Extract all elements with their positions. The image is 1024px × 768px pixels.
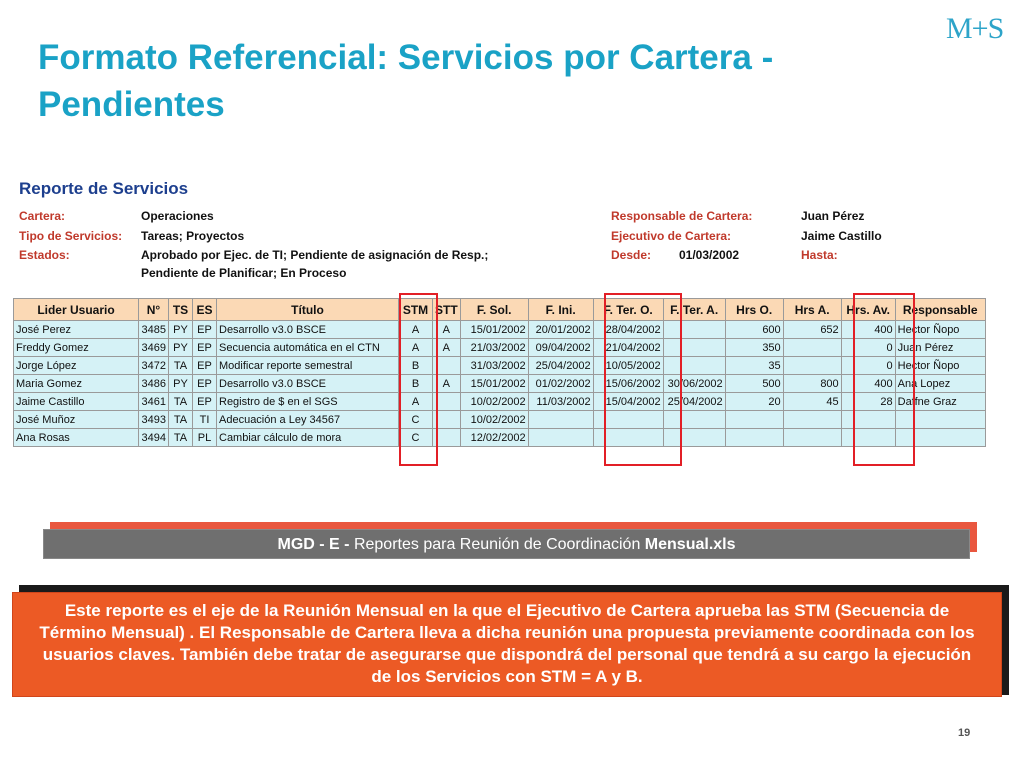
table-row <box>14 357 986 375</box>
table-cell: PY <box>169 321 193 339</box>
col-header: Responsable <box>895 299 985 321</box>
table-cell: José Perez <box>14 321 139 339</box>
table-cell: TA <box>169 357 193 375</box>
table-cell: 15/01/2002 <box>460 375 528 393</box>
desde-label: Desde: <box>611 248 652 262</box>
table-cell: A <box>433 321 461 339</box>
page-number: 19 <box>958 727 971 739</box>
table-cell: Registro de $ en el SGS <box>217 393 399 411</box>
services-table <box>13 298 986 447</box>
table-cell: TA <box>169 411 193 429</box>
banner-description: Reportes para Reunión de Coordinación <box>349 536 645 553</box>
cartera-value: Operaciones <box>141 209 214 223</box>
table-cell: EP <box>193 393 217 411</box>
table-cell: C <box>399 411 433 429</box>
desde-value: 01/03/2002 <box>679 248 740 262</box>
col-header: Hrs A. <box>783 299 841 321</box>
table-cell: A <box>399 321 433 339</box>
table-cell: 20 <box>725 393 783 411</box>
table-cell: Hector Ñopo <box>895 321 985 339</box>
table-cell: C <box>399 429 433 447</box>
table-cell: A <box>433 375 461 393</box>
table-cell: Modificar reporte semestral <box>217 357 399 375</box>
table-cell: 28/04/2002 <box>593 321 663 339</box>
table-cell: B <box>399 375 433 393</box>
responsable-label: Responsable de Cartera: <box>611 209 753 223</box>
table-row <box>14 393 986 411</box>
table-cell: Juan Pérez <box>895 339 985 357</box>
table-cell <box>783 411 841 429</box>
table-cell: Maria Gomez <box>14 375 139 393</box>
table-cell: 30/06/2002 <box>663 375 725 393</box>
table-cell: EP <box>193 375 217 393</box>
col-header: F. Ini. <box>528 299 593 321</box>
cartera-label: Cartera: <box>19 209 66 223</box>
table-cell: 15/01/2002 <box>460 321 528 339</box>
explanation-note: Este reporte es el eje de la Reunión Mensual en la que el Ejecutivo de Cartera aprueba las STM (Secuencia de Término Mensual) . El Responsable de Cartera lleva a dicha reunión una propuesta previamente coordinada con los usuarios claves. También debe tratar de asegurarse que dispondrá del personal que tendrá a su cargo la ejecución de los Servicios con STM = A y B. <box>12 592 1002 697</box>
ejecutivo-label: Ejecutivo de Cartera: <box>611 229 732 243</box>
table-cell: TI <box>193 411 217 429</box>
table-cell: 31/03/2002 <box>460 357 528 375</box>
table-cell: 15/06/2002 <box>593 375 663 393</box>
col-header: Título <box>217 299 399 321</box>
table-cell: Desarrollo v3.0 BSCE <box>217 321 399 339</box>
estados-label: Estados: <box>19 248 70 262</box>
table-cell: 652 <box>783 321 841 339</box>
table-cell: 11/03/2002 <box>528 393 593 411</box>
table-cell: PY <box>169 375 193 393</box>
table-cell: 21/03/2002 <box>460 339 528 357</box>
table-cell: EP <box>193 321 217 339</box>
table-cell: 800 <box>783 375 841 393</box>
table-cell: A <box>399 393 433 411</box>
table-cell: 09/04/2002 <box>528 339 593 357</box>
table-cell: 0 <box>841 357 895 375</box>
table-cell: PL <box>193 429 217 447</box>
banner-code: MGD - <box>277 536 330 553</box>
banner-filename: Mensual.xls <box>644 536 736 553</box>
table-cell: 600 <box>725 321 783 339</box>
file-reference-banner <box>43 529 970 559</box>
table-cell: 25/04/2002 <box>663 393 725 411</box>
table-cell: José Muñoz <box>14 411 139 429</box>
table-cell: 25/04/2002 <box>528 357 593 375</box>
table-cell: A <box>433 339 461 357</box>
table-cell <box>783 429 841 447</box>
table-cell: Jorge López <box>14 357 139 375</box>
banner-type: E - <box>329 536 350 553</box>
table-cell: A <box>399 339 433 357</box>
table-cell: 01/02/2002 <box>528 375 593 393</box>
report-title: Reporte de Servicios <box>19 179 189 198</box>
table-cell: 10/02/2002 <box>460 393 528 411</box>
table-cell: 3485 <box>139 321 169 339</box>
table-cell: Desarrollo v3.0 BSCE <box>217 375 399 393</box>
ejecutivo-value: Jaime Castillo <box>801 229 882 243</box>
table-cell <box>528 429 593 447</box>
report-image <box>12 176 1012 466</box>
col-header: N° <box>139 299 169 321</box>
table-cell: 45 <box>783 393 841 411</box>
table-cell: 3469 <box>139 339 169 357</box>
table-cell: 28 <box>841 393 895 411</box>
estados-value-2: Pendiente de Planificar; En Proceso <box>141 266 347 280</box>
table-cell: 35 <box>725 357 783 375</box>
col-header: TS <box>169 299 193 321</box>
table-row <box>14 375 986 393</box>
table-cell: EP <box>193 357 217 375</box>
table-cell: Ana Rosas <box>14 429 139 447</box>
table-cell: PY <box>169 339 193 357</box>
table-cell <box>725 411 783 429</box>
table-cell: 21/04/2002 <box>593 339 663 357</box>
col-header: F. Ter. A. <box>663 299 725 321</box>
table-row <box>14 321 986 339</box>
slide-title: Formato Referencial: Servicios por Cartera - Pendientes <box>38 38 774 124</box>
responsable-value: Juan Pérez <box>801 209 865 223</box>
table-cell: Daffne Graz <box>895 393 985 411</box>
table-cell: 3472 <box>139 357 169 375</box>
table-cell: Freddy Gomez <box>14 339 139 357</box>
tipo-label: Tipo de Servicios: <box>19 229 123 243</box>
table-cell: Cambiar cálculo de mora <box>217 429 399 447</box>
fecha-termino-highlight-box <box>604 293 682 466</box>
hrs-avance-highlight-box <box>853 293 915 466</box>
col-header: ES <box>193 299 217 321</box>
table-cell: Ana Lopez <box>895 375 985 393</box>
table-cell: 15/04/2002 <box>593 393 663 411</box>
stm-highlight-box <box>399 293 438 466</box>
table-cell: 3494 <box>139 429 169 447</box>
col-header: Lider Usuario <box>14 299 139 321</box>
col-header: STT <box>433 299 461 321</box>
col-header: F. Ter. O. <box>593 299 663 321</box>
table-cell: Secuencia automática en el CTN <box>217 339 399 357</box>
hasta-label: Hasta: <box>801 248 838 262</box>
table-cell: 3461 <box>139 393 169 411</box>
col-header: STM <box>399 299 433 321</box>
table-cell: 3493 <box>139 411 169 429</box>
table-cell <box>783 339 841 357</box>
table-cell <box>783 357 841 375</box>
col-header: Hrs. Av. <box>841 299 895 321</box>
table-cell: 20/01/2002 <box>528 321 593 339</box>
table-cell: 10/02/2002 <box>460 411 528 429</box>
table-cell: 400 <box>841 321 895 339</box>
table-cell: 400 <box>841 375 895 393</box>
table-cell: TA <box>169 429 193 447</box>
table-cell: B <box>399 357 433 375</box>
table-header-row <box>14 299 986 321</box>
table-cell: 12/02/2002 <box>460 429 528 447</box>
table-cell: Adecuación a Ley 34567 <box>217 411 399 429</box>
table-row <box>14 429 986 447</box>
table-cell: 10/05/2002 <box>593 357 663 375</box>
table-cell: Hector Ñopo <box>895 357 985 375</box>
ms-logo: M+S <box>946 12 1004 45</box>
table-cell: TA <box>169 393 193 411</box>
estados-value-1: Aprobado por Ejec. de TI; Pendiente de asignación de Resp.; <box>141 248 489 262</box>
table-cell <box>725 429 783 447</box>
col-header: Hrs O. <box>725 299 783 321</box>
table-cell <box>528 411 593 429</box>
tipo-value: Tareas; Proyectos <box>141 229 245 243</box>
table-cell: 350 <box>725 339 783 357</box>
col-header: F. Sol. <box>460 299 528 321</box>
table-cell: 0 <box>841 339 895 357</box>
table-cell: 500 <box>725 375 783 393</box>
table-row <box>14 411 986 429</box>
table-cell: 3486 <box>139 375 169 393</box>
table-cell: EP <box>193 339 217 357</box>
table-row <box>14 339 986 357</box>
table-body <box>14 321 986 447</box>
table-cell: Jaime Castillo <box>14 393 139 411</box>
